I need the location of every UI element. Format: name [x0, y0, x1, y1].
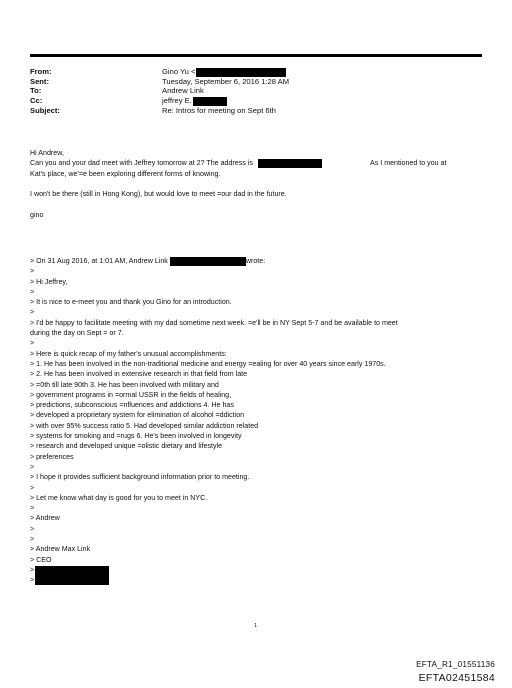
quoted-line: during the day on Sept = or 7.: [30, 329, 124, 338]
quoted-line: > Andrew: [30, 514, 60, 523]
quoted-line: >: [30, 504, 35, 513]
redaction-box: [193, 97, 227, 106]
quoted-line: >: [30, 576, 35, 585]
quoted-line: > with over 95% success ratio 5. Had developed similar addiction related: [30, 421, 259, 430]
sent-label: Sent:: [30, 76, 49, 86]
quoted-line: > systems for smoking and =rugs 6. He's been involved in longevity: [30, 432, 242, 441]
document-id: EFTA02451584: [418, 672, 495, 684]
redaction-box: [170, 257, 246, 266]
greeting: Hi Andrew,: [30, 149, 64, 157]
message-line: Can you and your dad meet with Jeffrey tomorrow at 2? The address is As I mentioned to you at: [30, 159, 447, 168]
quoted-line: > 1. He has been involved in the non-traditional medicine and energy =ealing for over 40 years since early 1970s.: [30, 359, 386, 368]
quoted-line: > Here is quick recap of my father's unusual accomplishments:: [30, 349, 227, 358]
quoted-line: > Hi Jeffrey,: [30, 277, 68, 286]
signoff: gino: [30, 210, 44, 219]
quoted-line: >: [30, 308, 35, 317]
quoted-line: > =0th till late 90th 3. He has been involved with military and: [30, 380, 219, 389]
redaction-box: [196, 68, 286, 77]
message-line: I won't be there (still in Hong Kong), but would love to meet =our dad in the future.: [30, 190, 287, 199]
quoted-line: >: [30, 267, 35, 276]
quoted-line: > predictions, subconscious =nfluences and addictions 4. He has: [30, 401, 234, 410]
sent-value: Tuesday, September 6, 2016 1:28 AM: [162, 76, 290, 86]
quoted-line: > Andrew Max Link: [30, 545, 91, 554]
from-label: From:: [30, 67, 52, 76]
redaction-box: [258, 159, 322, 168]
quoted-line: >: [30, 462, 35, 471]
message-line: Kat's place, we'=e been exploring different forms of knowing.: [30, 169, 221, 178]
quoted-line: > CEO: [30, 555, 52, 564]
subject-label: Subject:: [30, 105, 60, 115]
quoted-line: > I hope it provides sufficient background information prior to meeting.: [30, 473, 250, 482]
quoted-line: > preferences: [30, 452, 74, 461]
redaction-box: [35, 566, 109, 585]
message-line-end: As I mentioned to you at: [370, 159, 447, 168]
quoted-line: >: [30, 483, 35, 492]
quoted-line: >: [30, 339, 35, 348]
quoted-line: > It is nice to e-meet you and thank you Gino for an introduction.: [30, 298, 232, 307]
quoted-line: >: [30, 524, 35, 533]
to-label: To:: [30, 86, 42, 96]
quoted-line: > Let me know what day is good for you to meet in NYC.: [30, 493, 208, 502]
document-id: EFTA_R1_01551136: [416, 660, 495, 669]
cc-value: jeffrey E.: [162, 96, 227, 106]
quoted-intro: > On 31 Aug 2016, at 1:01 AM, Andrew Link wrote:: [30, 257, 266, 265]
quoted-line: >: [30, 287, 35, 296]
from-value: Gino Yu <: [162, 67, 286, 77]
message-body: [30, 148, 482, 220]
quoted-line: >: [30, 535, 35, 544]
to-value: Andrew Link: [162, 86, 204, 96]
quoted-message: [30, 256, 482, 586]
quoted-line: > government programs in =ormal USSR in the fields of healing,: [30, 390, 232, 399]
quoted-line: >: [30, 565, 482, 575]
header-rule: [30, 54, 482, 57]
cc-label: Cc:: [30, 96, 43, 106]
subject-value: Re: Intros for meeting on Sept 6th: [162, 105, 276, 115]
quoted-line: > developed a proprietary system for elimination of alcohol =ddiction: [30, 411, 245, 420]
quoted-line: > I'd be happy to facilitate meeting with my dad sometime next week. =e'll be in NY Sept 5-7 and be available to meet: [30, 318, 398, 327]
quoted-line: > 2. He has been involved in extensive research in that field from late: [30, 370, 248, 379]
page-number: 1: [254, 623, 258, 629]
quoted-line: > research and developed unique =olistic dietary and lifestyle: [30, 442, 223, 451]
